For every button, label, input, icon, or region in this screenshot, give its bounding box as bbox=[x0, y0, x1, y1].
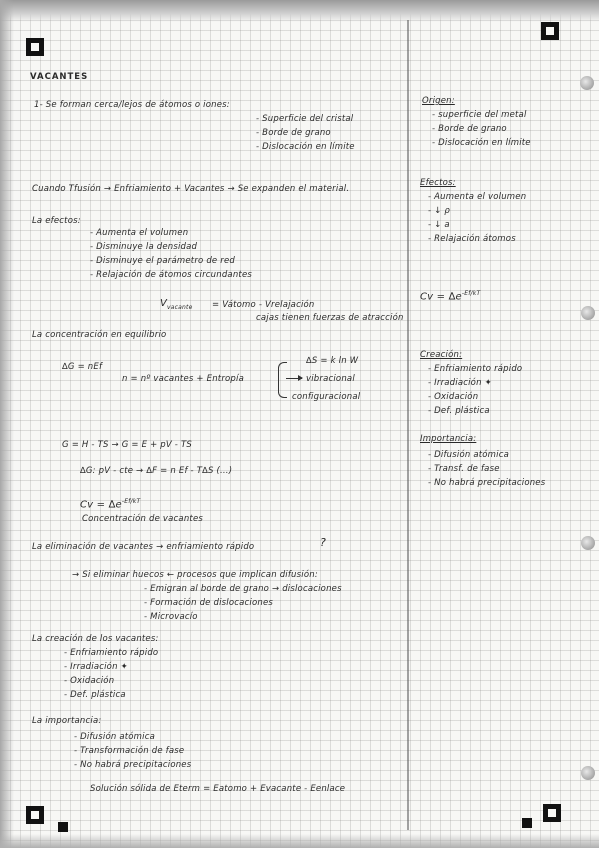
side-creation-item: - Def. plástica bbox=[428, 406, 490, 416]
corner-marker-top-right bbox=[541, 22, 559, 40]
footer-line: Solución sólida de Eterm = Eatomo + Evacante - Eenlace bbox=[90, 784, 346, 794]
intro-line: 1- Se forman cerca/lejos de átomos o iones: bbox=[34, 100, 230, 110]
entropy-configurational: configuracional bbox=[292, 392, 361, 402]
eq-line-1b: n = nº vacantes + Entropía bbox=[122, 374, 244, 384]
eq-line-4: $Cv = \Delta e^{-Ef/kT}$ bbox=[80, 498, 141, 511]
side-importance-item: - Difusión atómica bbox=[428, 450, 510, 460]
side-origin-item: - Dislocación en límite bbox=[432, 138, 531, 148]
side-effects-heading: Efectos: bbox=[420, 178, 456, 188]
binder-hole bbox=[580, 76, 594, 90]
side-creation-item: - Irradiación ✦ bbox=[428, 378, 492, 388]
elimination-line: La eliminación de vacantes → enfriamiento rápido bbox=[32, 542, 255, 552]
eq-line-2: G = H - TS → G = E + pV - TS bbox=[62, 440, 192, 450]
importance-item: - Difusión atómica bbox=[74, 732, 156, 742]
eq-line-4-note: Concentración de vacantes bbox=[82, 514, 203, 524]
main-title: VACANTES bbox=[30, 72, 89, 82]
entropy-brace bbox=[278, 362, 287, 398]
elimination-item: - Microvacío bbox=[144, 612, 198, 622]
arrow-right bbox=[286, 378, 302, 379]
side-importance-heading: Importancia: bbox=[420, 434, 477, 444]
square-marker-bottom-left bbox=[58, 822, 68, 832]
page-top-edge bbox=[0, 0, 599, 22]
binder-hole bbox=[581, 306, 595, 320]
creation-heading: La creación de los vacantes: bbox=[32, 634, 159, 644]
side-creation-item: - Oxidación bbox=[428, 392, 479, 402]
effects-heading: La efectos: bbox=[32, 216, 81, 226]
creation-item: - Oxidación bbox=[64, 676, 115, 686]
vmonte-note: cajas tienen fuerzas de atracción bbox=[256, 313, 404, 323]
corner-marker-top-left bbox=[26, 38, 44, 56]
eq-line-1: ∆G = nEf bbox=[62, 362, 103, 372]
importance-item: - No habrá precipitaciones bbox=[74, 760, 192, 770]
side-origin-heading: Origen: bbox=[422, 96, 455, 106]
elimination-item: - Emigran al borde de grano → dislocaciones bbox=[144, 584, 342, 594]
side-importance-item: - No habrá precipitaciones bbox=[428, 478, 546, 488]
equilibrium-heading: La concentración en equilibrio bbox=[32, 330, 167, 340]
binder-hole bbox=[581, 536, 595, 550]
entropy-boltzmann: ∆S = k ln W bbox=[306, 356, 359, 366]
creation-item: - Enfriamiento rápido bbox=[64, 648, 159, 658]
effect-item: - Relajación de átomos circundantes bbox=[90, 270, 253, 280]
side-effects-item: - ↓ ρ bbox=[428, 206, 450, 216]
effect-item: - Aumenta el volumen bbox=[90, 228, 189, 238]
vmonte-formula: = Vátomo - Vrelajación bbox=[212, 300, 315, 310]
source-item: - Dislocación en límite bbox=[256, 142, 355, 152]
elimination-item: - Formación de dislocaciones bbox=[144, 598, 274, 608]
margin-divider-line bbox=[407, 20, 409, 830]
source-item: - Borde de grano bbox=[256, 128, 331, 138]
effect-item: - Disminuye el parámetro de red bbox=[90, 256, 235, 266]
side-creation-item: - Enfriamiento rápido bbox=[428, 364, 523, 374]
side-importance-item: - Transf. de fase bbox=[428, 464, 500, 474]
elimination-sub: → Si eliminar huecos ← procesos que implican difusión: bbox=[72, 570, 318, 580]
source-item: - Superficie del cristal bbox=[256, 114, 354, 124]
binder-hole bbox=[581, 766, 595, 780]
effect-item: - Disminuye la densidad bbox=[90, 242, 198, 252]
page-left-edge bbox=[0, 0, 14, 848]
defect-line: Cuando Tfusión → Enfriamiento + Vacantes → Se expanden el material. bbox=[32, 184, 350, 194]
side-formula: $Cv = \Delta e^{-Ef/kT}$ bbox=[420, 290, 481, 303]
importance-item: - Transformación de fase bbox=[74, 746, 185, 756]
side-effects-item: - ↓ a bbox=[428, 220, 450, 230]
entropy-vibrational: vibracional bbox=[306, 374, 355, 384]
side-effects-item: - Aumenta el volumen bbox=[428, 192, 527, 202]
creation-item: - Irradiación ✦ bbox=[64, 662, 128, 672]
corner-marker-bottom-right bbox=[543, 804, 561, 822]
eq-line-3: ∆G: pV - cte → ∆F = n Ef - T∆S (...) bbox=[80, 466, 233, 476]
side-origin-item: - Borde de grano bbox=[432, 124, 507, 134]
side-creation-heading: Creación: bbox=[420, 350, 463, 360]
side-origin-item: - superficie del metal bbox=[432, 110, 527, 120]
vmonte-label: $V_{vacante}$ bbox=[160, 298, 193, 311]
importance-heading: La importancia: bbox=[32, 716, 102, 726]
square-marker-bottom-right bbox=[522, 818, 532, 828]
side-effects-item: - Relajación átomos bbox=[428, 234, 516, 244]
corner-marker-bottom-left bbox=[26, 806, 44, 824]
page-bottom-edge bbox=[0, 834, 599, 848]
creation-item: - Def. plástica bbox=[64, 690, 126, 700]
elimination-question: ? bbox=[320, 536, 327, 549]
